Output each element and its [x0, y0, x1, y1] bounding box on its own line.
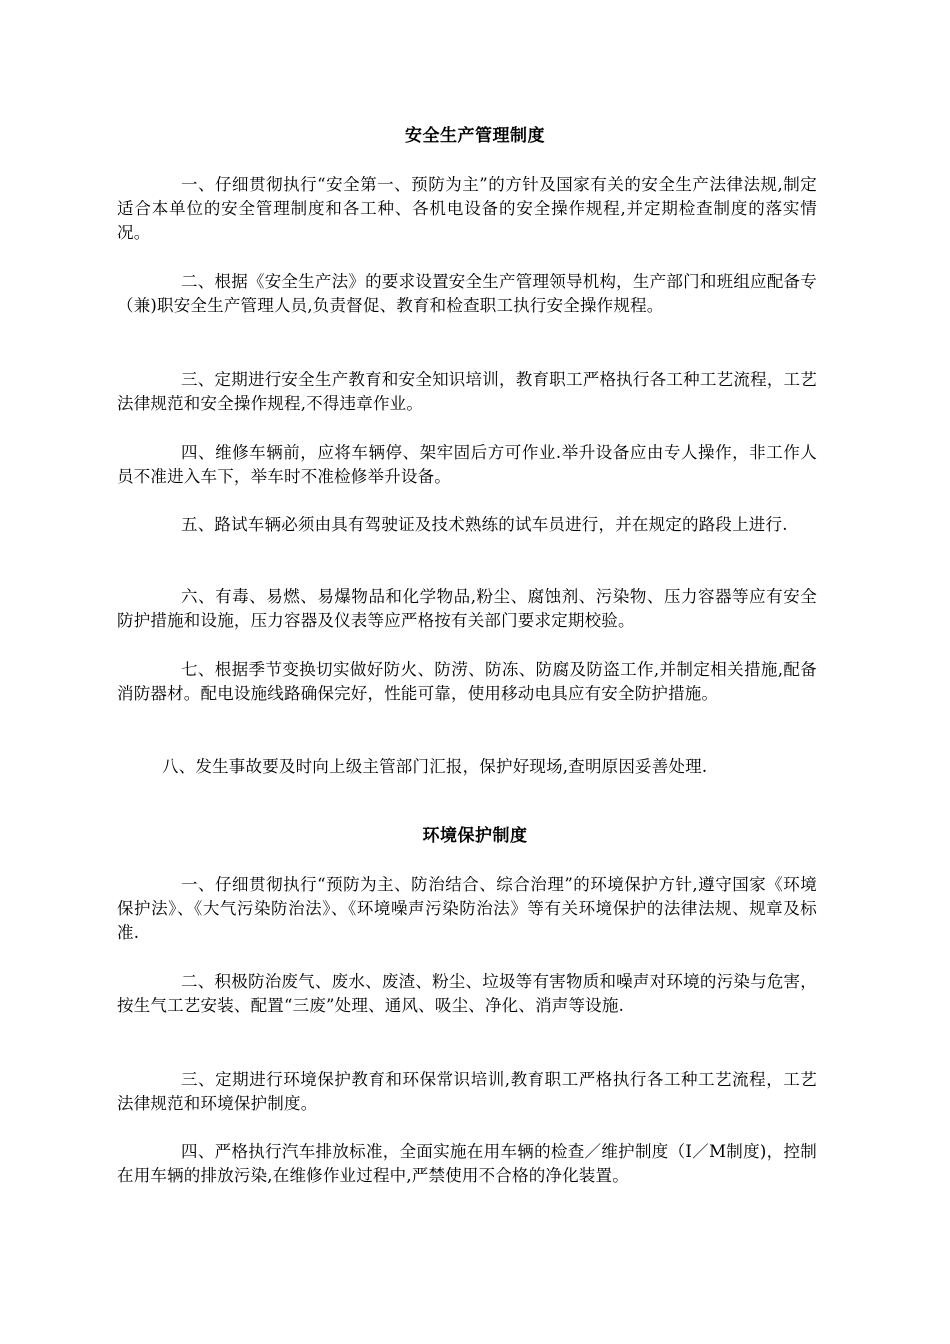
safety-paragraph-5: 五、路试车辆必须由具有驾驶证及技术熟练的试车员进行，并在规定的路段上进行.	[181, 515, 788, 534]
safety-paragraph-7: 七、根据季节变换切实做好防火、防涝、防冻、防腐及防盗工作,并制定相关措施,配备消防器材。配电设施线路确保完好，性能可靠，使用移动电具应有安全防护措施。	[117, 660, 817, 703]
safety-paragraph-8: 八、发生事故要及时向上级主管部门汇报，保护好现场,查明原因妥善处理.	[162, 757, 708, 776]
section-title-environment: 环境保护制度	[422, 826, 528, 846]
safety-paragraph-2: 二、根据《安全生产法》的要求设置安全生产管理领导机构，生产部门和班组应配备专（兼)职安全生产管理人员,负责督促、教育和检查职工执行安全操作规程。	[117, 272, 817, 315]
environment-paragraph-4: 四、严格执行汽车排放标准，全面实施在用车辆的检查／维护制度（I／M制度)，控制在用车辆的排放污染,在维修作业过程中,严禁使用不合格的净化装置。	[117, 1142, 817, 1185]
safety-paragraph-6: 六、有毒、易燃、易爆物品和化学物品,粉尘、腐蚀剂、污染物、压力容器等应有安全防护措施和设施，压力容器及仪表等应严格按有关部门要求定期校验。	[117, 587, 817, 630]
section-title-safety: 安全生产管理制度	[405, 126, 545, 146]
environment-paragraph-1: 一、仔细贯彻执行“预防为主、防治结合、综合治理”的环境保护方针,遵守国家《环境保护法》、《大气污染防治法》、《环境噪声污染防治法》等有关环境保护的法律法规、规章及标准.	[117, 875, 817, 942]
safety-paragraph-4: 四、维修车辆前，应将车辆停、架牢固后方可作业.举升设备应由专人操作，非工作人员不准进入车下，举车时不准检修举升设备。	[117, 443, 817, 486]
environment-paragraph-2: 二、积极防治废气、废水、废渣、粉尘、垃圾等有害物质和噪声对环境的污染与危害，按生气工艺安装、配置“三废”处理、通风、吸尘、净化、消声等设施.	[117, 972, 817, 1015]
environment-paragraph-3: 三、定期进行环境保护教育和环保常识培训,教育职工严格执行各工种工艺流程，工艺法律规范和环境保护制度。	[117, 1070, 817, 1113]
safety-paragraph-1: 一、仔细贯彻执行“安全第一、预防为主”的方针及国家有关的安全生产法律法规,制定适合本单位的安全管理制度和各工种、各机电设备的安全操作规程,并定期检查制度的落实情况。	[117, 175, 817, 242]
safety-paragraph-3: 三、定期进行安全生产教育和安全知识培训，教育职工严格执行各工种工艺流程，工艺法律规范和安全操作规程,不得违章作业。	[117, 370, 817, 413]
